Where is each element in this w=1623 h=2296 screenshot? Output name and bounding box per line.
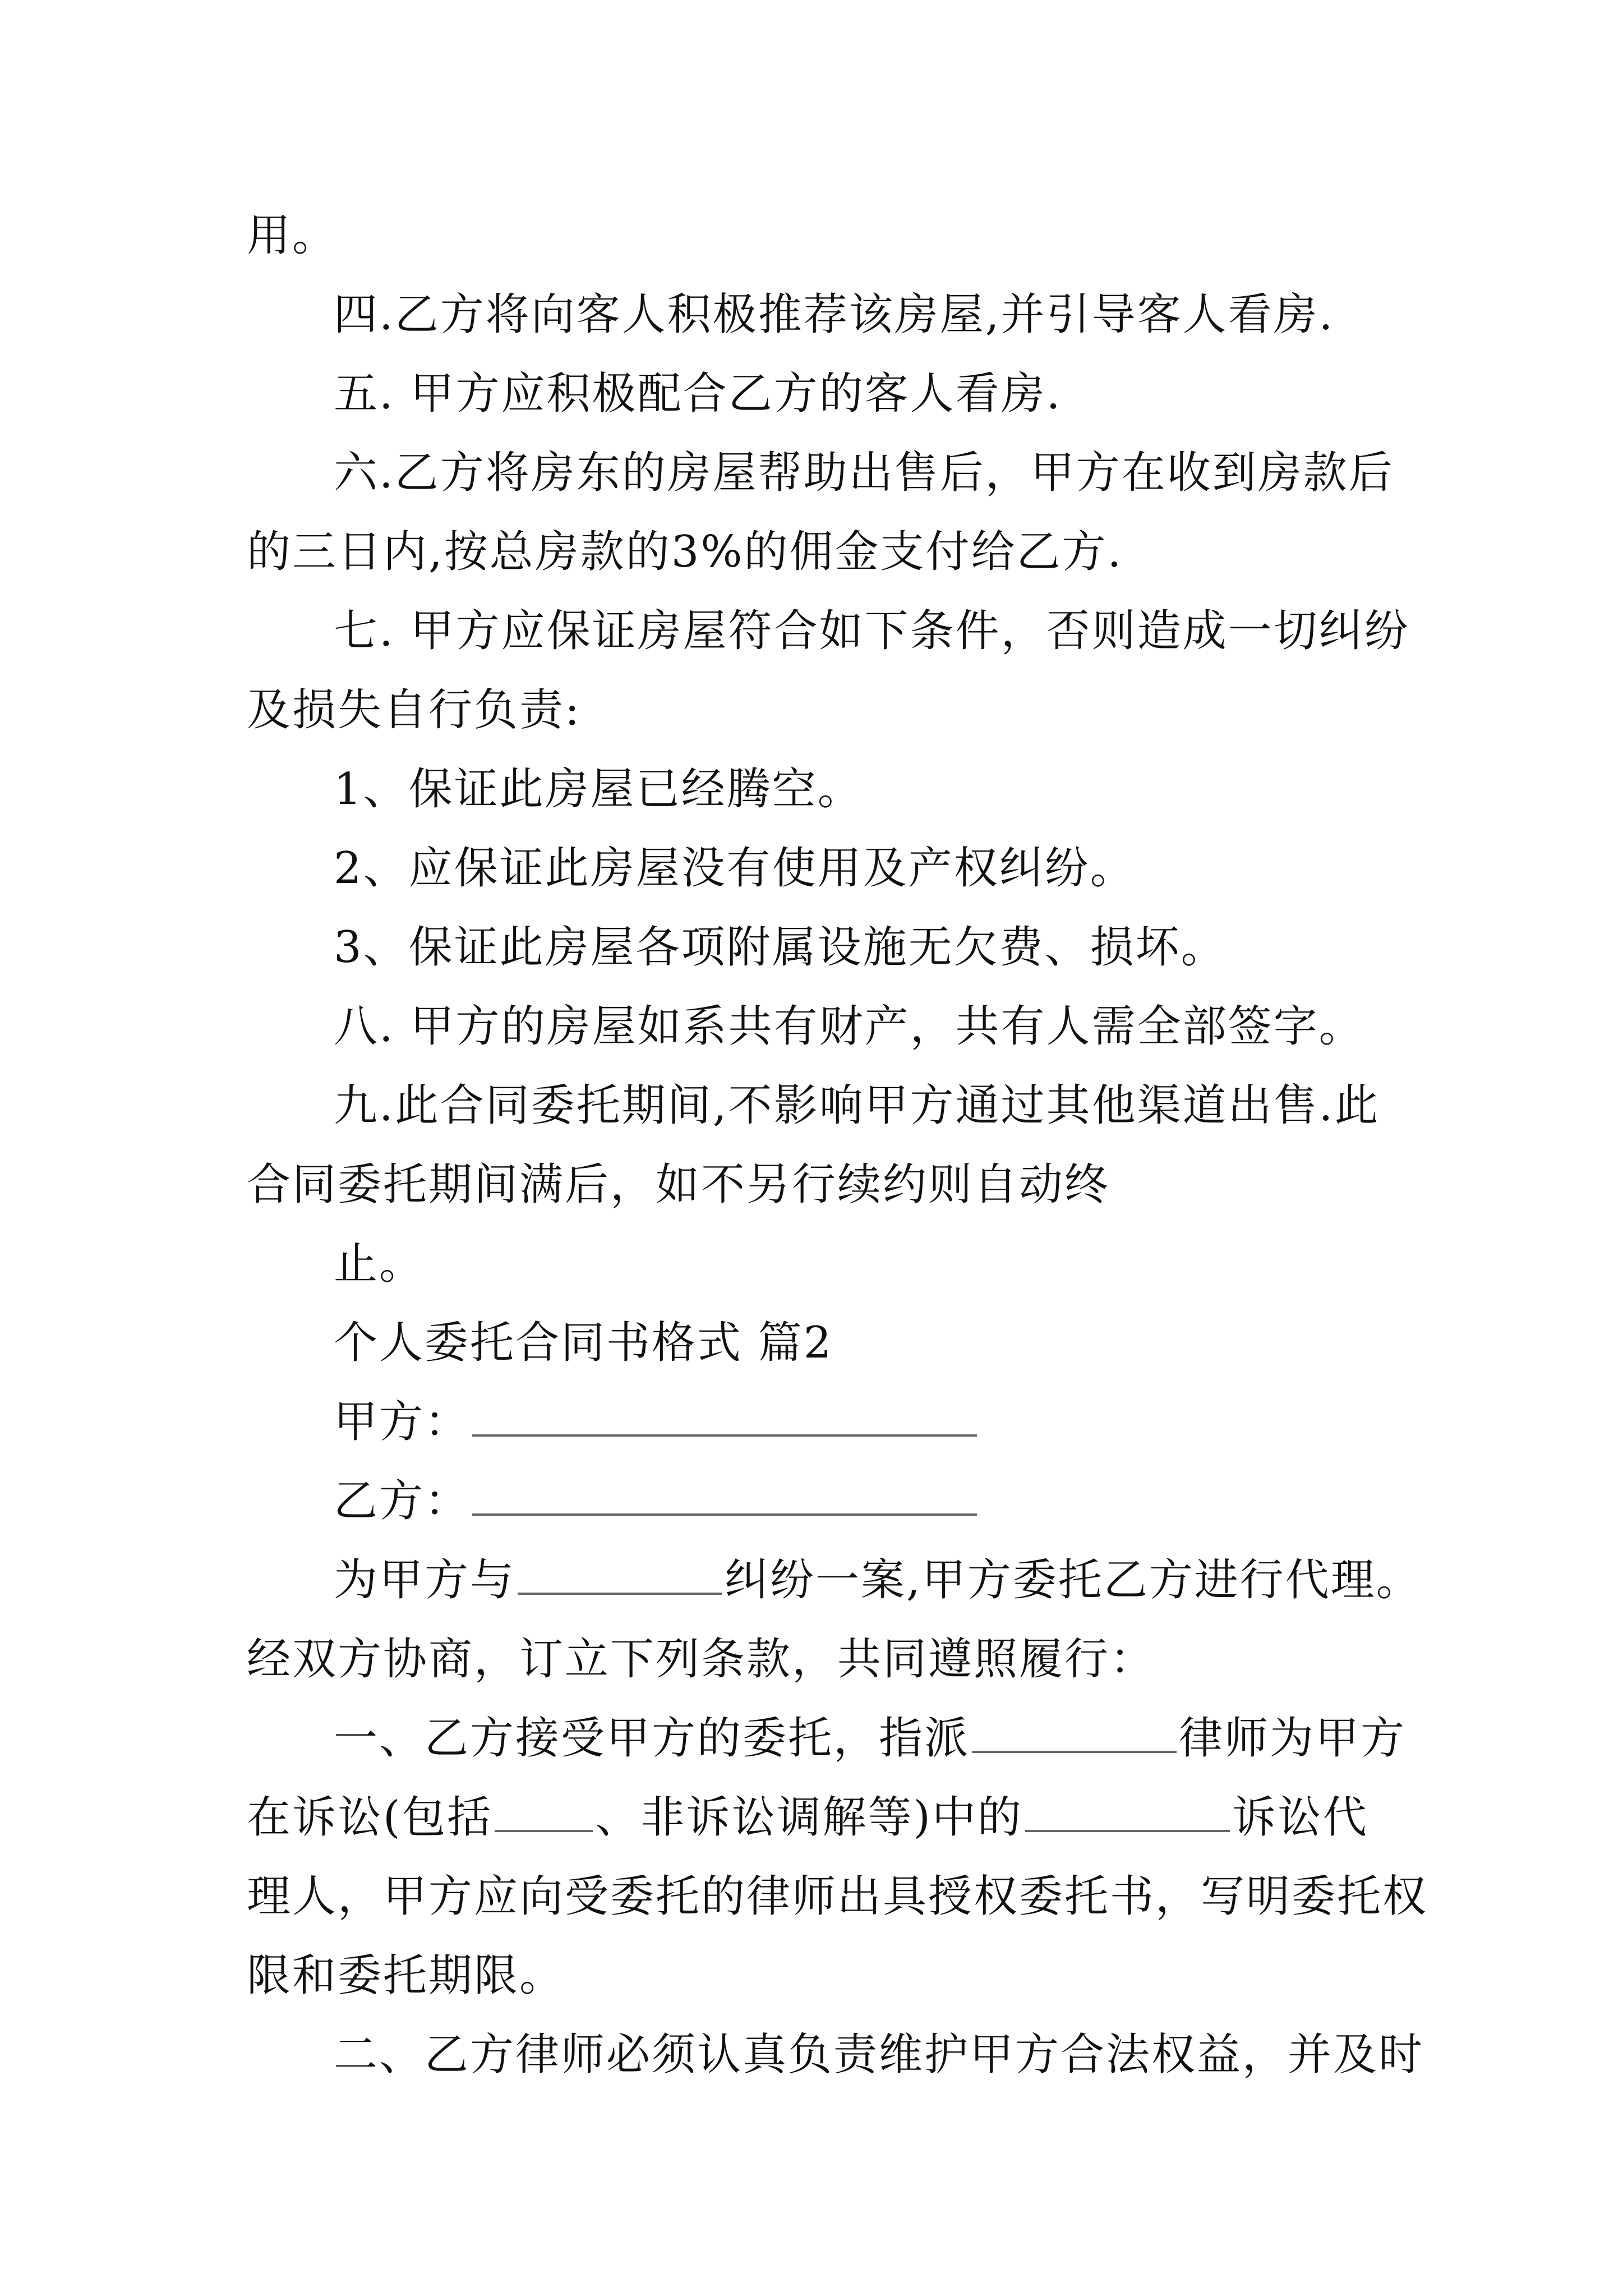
- clause-1-line-2-part-1: 在诉讼(包括: [247, 1792, 493, 1843]
- text-line-12: 九.此合同委托期间,不影响甲方通过其他渠道出售.此: [334, 1080, 1380, 1131]
- text-line-7: 及损失自行负责:: [247, 685, 582, 735]
- clause-1-line-2-part-3: 诉讼代: [1232, 1792, 1368, 1843]
- party-b-line: [247, 1462, 1380, 1541]
- text-line-10: 3、保证此房屋各项附属设施无欠费、损坏。: [334, 922, 1227, 973]
- text-line-6: 七. 甲方应保证房屋符合如下条件，否则造成一切纠纷: [334, 606, 1410, 656]
- clause-1-text-end: 律师为甲方: [1179, 1713, 1407, 1764]
- party-b-label: 乙方：: [334, 1476, 471, 1526]
- clause-1-line-2: [247, 1778, 1380, 1857]
- party-b-blank: [472, 1474, 977, 1516]
- scope-blank: [495, 1791, 593, 1832]
- text-line-2: 四.乙方将向客人积极推荐该房屋,并引导客人看房.: [334, 289, 1335, 340]
- lawyer-name-blank: [972, 1711, 1177, 1753]
- text-line-3: 五. 甲方应积极配合乙方的客人看房.: [334, 369, 1062, 419]
- party-a-blank: [472, 1395, 977, 1437]
- text-line-27: 限和委托期限。: [247, 1950, 565, 2001]
- dispute-text-start: 为甲方与: [334, 1555, 516, 1605]
- clause-1-line-1: [247, 1699, 1407, 1778]
- clause-1-text-start: 一、乙方接受甲方的委托，指派: [334, 1713, 970, 1764]
- text-line-11: 八. 甲方的房屋如系共有财产，共有人需全部签字。: [334, 1001, 1364, 1052]
- dispute-text-end: 纠纷一案,甲方委托乙方进行代理。: [725, 1555, 1422, 1605]
- text-line-28: 二、乙方律师必须认真负责维护甲方合法权益，并及时: [334, 2030, 1424, 2080]
- role-blank: [1025, 1791, 1230, 1832]
- section-heading: 个人委托合同书格式 篇2: [334, 1318, 833, 1368]
- clause-1-line-2-part-2: 、非诉讼调解等)中的: [595, 1792, 1023, 1843]
- text-line-8: 1、保证此房屋已经腾空。: [334, 764, 863, 815]
- text-line-13: 合同委托期间满后，如不另行续约则自动终: [247, 1159, 1110, 1210]
- text-line-4: 六.乙方将房东的房屋帮助出售后，甲方在收到房款后: [334, 448, 1394, 498]
- text-line-9: 2、应保证此房屋没有使用及产权纠纷。: [334, 843, 1136, 894]
- document-body: [247, 196, 1428, 2095]
- dispute-blank: [518, 1553, 722, 1595]
- text-line-26: 理人，甲方应向受委托的律师出具授权委托书，写明委托权: [247, 1871, 1428, 1922]
- text-line-1: 用。: [247, 210, 338, 261]
- text-line-5: 的三日内,按总房款的3%的佣金支付给乙方.: [247, 527, 1123, 577]
- dispute-line: [247, 1541, 1422, 1620]
- text-line-20: 经双方协商，订立下列条款，共同遵照履行：: [247, 1634, 1156, 1685]
- party-a-line: [247, 1383, 1380, 1462]
- party-a-label: 甲方：: [334, 1397, 471, 1447]
- text-line-14: 止。: [334, 1239, 425, 1289]
